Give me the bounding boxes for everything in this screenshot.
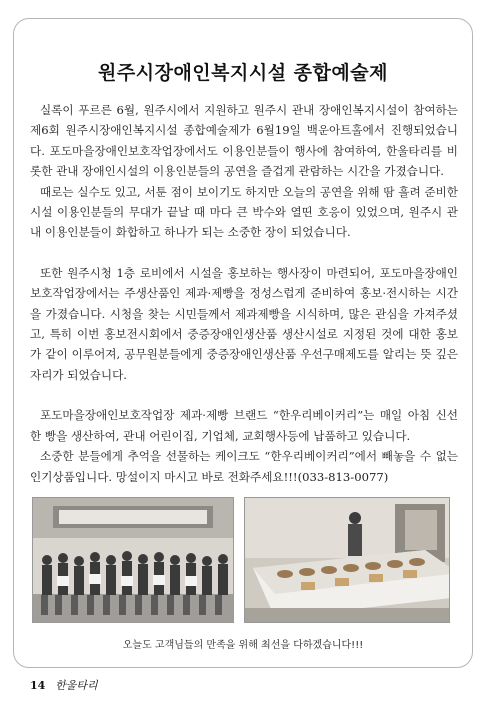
group-photo	[32, 497, 234, 623]
paragraph-5: 소중한 분들에게 추억을 선물하는 케이크도 “한우리베이커리”에서 빼놓을 수 없는 인기상품입니다. 망설이지 마시고 바로 전화주세요!!!(033-813-0077)	[30, 449, 458, 484]
page-number: 14	[30, 679, 46, 692]
paragraph-3: 또한 원주시청 1층 로비에서 시설을 홍보하는 행사장이 마련되어, 포도마을장애인보호작업장에서는 주생산품인 제과·제빵을 정성스럽게 준비하여 홍보·전시하는 시간을 가졌습니다. 시청을 찾는 시민들께서 제과제빵을 시식하며, 많은 관심을 가져주셨고, 특히 이번 홍보전시회에서 중증장애인생산품 생산시설로 지정된 것에 대한 홍보가 같이 이루어져, 공무원분들에게 중증장애인생산품 우선구매제도를 알리는 뜻 깊은 자리가 되었습니다.	[30, 265, 459, 382]
paragraph-4: 포도마을장애인보호작업장 제과·제빵 브랜드 “한우리베이커리”는 매일 아침 신선한 빵을 생산하여, 관내 어린이집, 기업체, 교회행사등에 납품하고 있습니다.	[30, 408, 458, 443]
photo-row	[32, 497, 452, 623]
article-body	[30, 100, 458, 487]
article-title: 원주시장애인복지시설 종합예술제	[98, 62, 388, 84]
paragraph-2: 때로는 실수도 있고, 서툰 점이 보이기도 하지만 오늘의 공연을 위해 땀 흘려 준비한 시설 이용인분들의 무대가 끝날 때 마다 큰 박수와 열띤 호응이 있었으며, 원주시 관내 이용인분들이 화합하고 하나가 되는 소중한 장이 되었습니다.	[30, 184, 458, 240]
page-footer	[30, 677, 98, 693]
paragraph-1: 실록이 푸르른 6월, 원주시에서 지원하고 원주시 관내 장애인복지시설이 참여하는 제6회 원주시장애인복지시설 종합예술제가 6월19일 백운아트홀에서 진행되었습니다. 포도마을장애인보호작업장에서도 이용인분들이 행사에 참여하여, 한울타리를 비롯한 관내 장애인시설의 이용인분들의 공연을 즐겁게 관람하는 시간을 가졌습니다.	[30, 103, 458, 179]
group-photo-image	[33, 498, 234, 623]
booth-photo-image	[245, 498, 450, 623]
magazine-logo: 한울타리	[55, 679, 98, 692]
photo-caption: 오늘도 고객님들의 만족을 위해 최선을 다하겠습니다!!!	[122, 640, 364, 651]
booth-photo	[244, 497, 450, 623]
